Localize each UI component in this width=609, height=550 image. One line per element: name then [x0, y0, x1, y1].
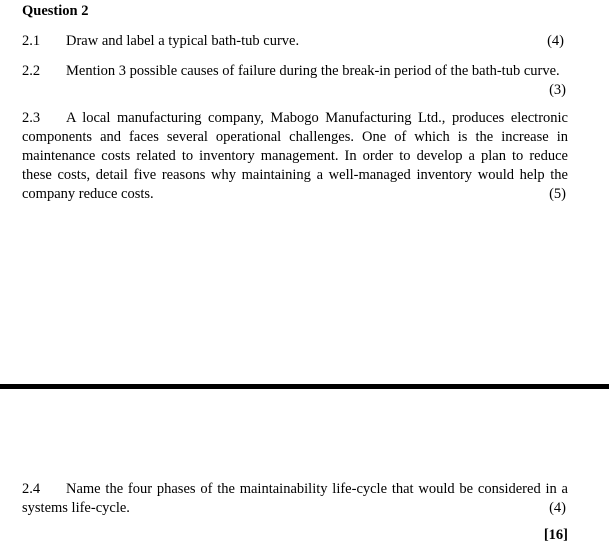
- question-text: Draw and label a typical bath-tub curve.: [66, 33, 300, 49]
- question-marks: (5): [549, 186, 566, 202]
- page-divider: [0, 384, 609, 389]
- question-marks: (3): [549, 82, 566, 98]
- question-number: 2.1: [22, 33, 41, 49]
- total-marks: [16]: [543, 527, 568, 543]
- question-text: A local manufacturing company, Mabogo Manufacturing Ltd., produces electronic components and faces several operational challenges. One of which is the increase in maintenance costs related to inventory management. In order to develop a plan to reduce these costs, detail five reasons why maintaining a well-managed inventory would help the company reduce costs.: [22, 110, 568, 202]
- question-2-4: [22, 480, 568, 518]
- question-number: 2.4: [22, 481, 41, 497]
- question-number: 2.3: [22, 110, 41, 126]
- question-2-3: [22, 109, 568, 204]
- question-number: 2.2: [22, 63, 41, 79]
- question-text: Name the four phases of the maintainability life-cycle that would be considered in a systems life-cycle.: [22, 481, 568, 516]
- question-marks: (4): [549, 500, 566, 516]
- question-2-1: [22, 32, 568, 51]
- question-heading: Question 2: [22, 3, 89, 19]
- question-2-2: [22, 62, 568, 100]
- question-text: Mention 3 possible causes of failure during the break-in period of the bath-tub curve.: [66, 63, 560, 79]
- question-marks: (4): [547, 33, 564, 49]
